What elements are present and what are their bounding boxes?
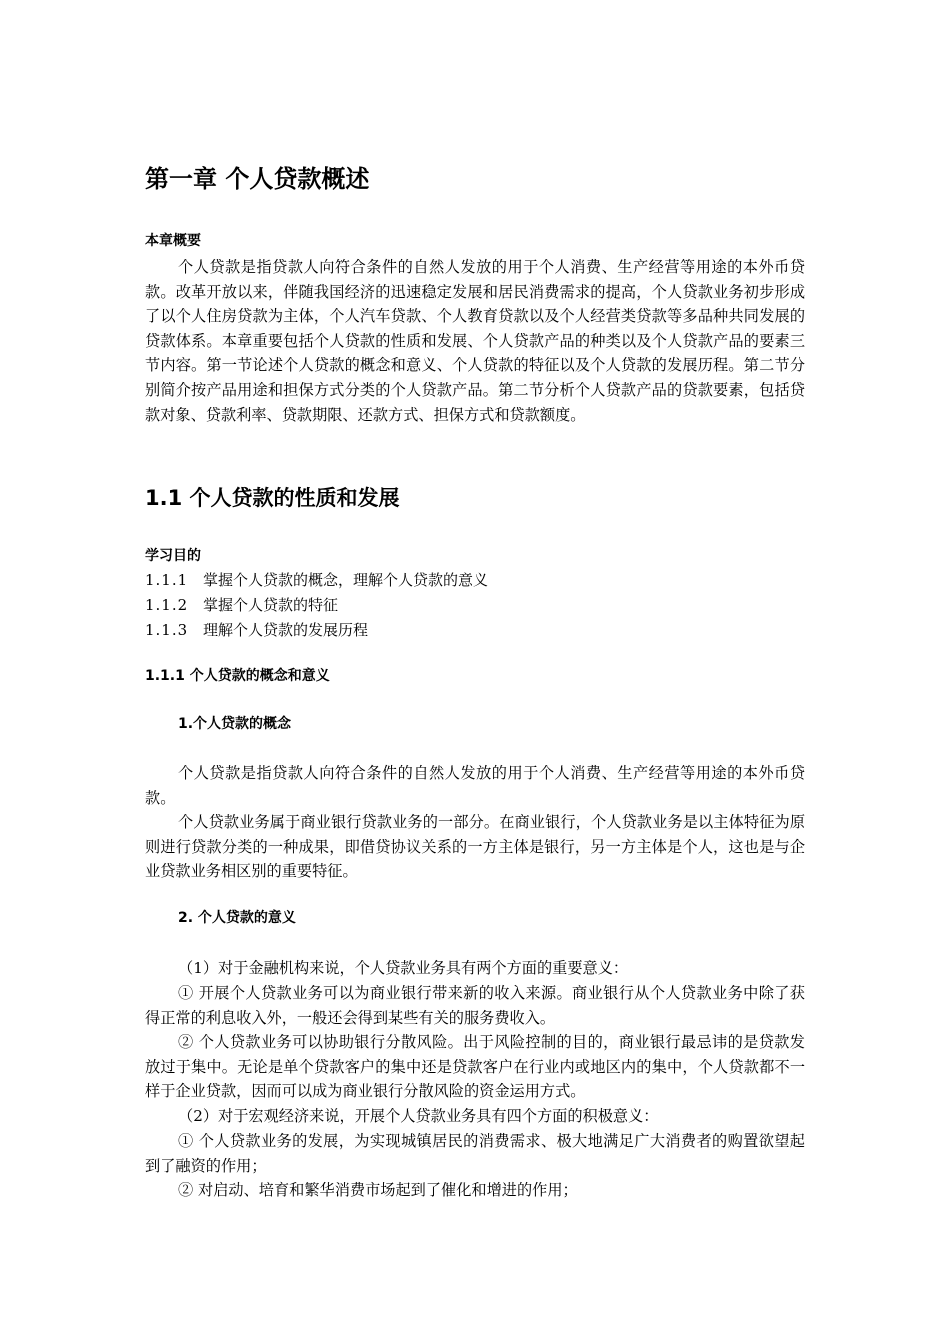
concept-paragraph: 个人贷款业务属于商业银行贷款业务的一部分。在商业银行，个人贷款业务是以主体特征为原则进行贷款分类的一种成果，即借贷协议关系的一方主体是银行，另一方主体是个人，这也是与企业贷款业务相区别的重要特征。 <box>145 813 805 881</box>
concept-paragraph: 个人贷款是指贷款人向符合条件的自然人发放的用于个人消费、生产经营等用途的本外币贷款。 <box>145 764 805 807</box>
summary-heading: 本章概要 <box>145 233 201 249</box>
objective-number: 1.1.3 <box>145 621 189 639</box>
significance-heading: 2. 个人贷款的意义 <box>178 910 296 926</box>
objective-item <box>145 570 488 590</box>
objective-item <box>145 595 338 615</box>
subsection-title: 1.1.1 个人贷款的概念和意义 <box>145 668 330 684</box>
objective-text: 掌握个人贷款的特征 <box>203 596 339 614</box>
significance-paragraph: ② 个人贷款业务可以协助银行分散风险。出于风险控制的目的，商业银行最忌讳的是贷款发放过于集中。无论是单个贷款客户的集中还是贷款客户在行业内或地区内的集中，个人贷款都不一样于企业贷款，因而可以成为商业银行分散风险的资金运用方式。 <box>145 1033 805 1101</box>
significance-paragraph: （1）对于金融机构来说，个人贷款业务具有两个方面的重要意义： <box>178 959 629 977</box>
significance-paragraph: ① 开展个人贷款业务可以为商业银行带来新的收入来源。商业银行从个人贷款业务中除了获得正常的利息收入外，一般还会得到某些有关的服务费收入。 <box>145 984 805 1027</box>
objective-text: 理解个人贷款的发展历程 <box>203 621 369 639</box>
summary-paragraph: 个人贷款是指贷款人向符合条件的自然人发放的用于个人消费、生产经营等用途的本外币贷款。改革开放以来，伴随我国经济的迅速稳定发展和居民消费需求的提高，个人贷款业务初步形成了以个人住房贷款为主体，个人汽车贷款、个人教育贷款以及个人经营类贷款等多品种共同发展的贷款体系。本章重要包括个人贷款的性质和发展、个人贷款产品的种类以及个人贷款产品的要素三节内容。第一节论述个人贷款的概念和意义、个人贷款的特征以及个人贷款的发展历程。第二节分别简介按产品用途和担保方式分类的个人贷款产品。第二节分析个人贷款产品的贷款要素，包括贷款对象、贷款利率、贷款期限、还款方式、担保方式和贷款额度。 <box>145 258 805 424</box>
objective-item <box>145 620 368 640</box>
objective-number: 1.1.2 <box>145 596 189 614</box>
section-title: 1.1 个人贷款的性质和发展 <box>145 486 400 510</box>
chapter-title: 第一章 个人贷款概述 <box>145 165 370 193</box>
objective-text: 掌握个人贷款的概念，理解个人贷款的意义 <box>203 571 489 589</box>
objective-number: 1.1.1 <box>145 571 189 589</box>
significance-paragraph: ② 对启动、培育和繁华消费市场起到了催化和增进的作用； <box>178 1181 578 1199</box>
objectives-heading: 学习目的 <box>145 548 201 564</box>
significance-paragraph: （2）对于宏观经济来说，开展个人贷款业务具有四个方面的积极意义： <box>178 1107 659 1125</box>
concept-heading: 1.个人贷款的概念 <box>178 716 292 732</box>
significance-paragraph: ① 个人贷款业务的发展，为实现城镇居民的消费需求、极大地满足广大消费者的购置欲望起到了融资的作用； <box>145 1132 805 1175</box>
